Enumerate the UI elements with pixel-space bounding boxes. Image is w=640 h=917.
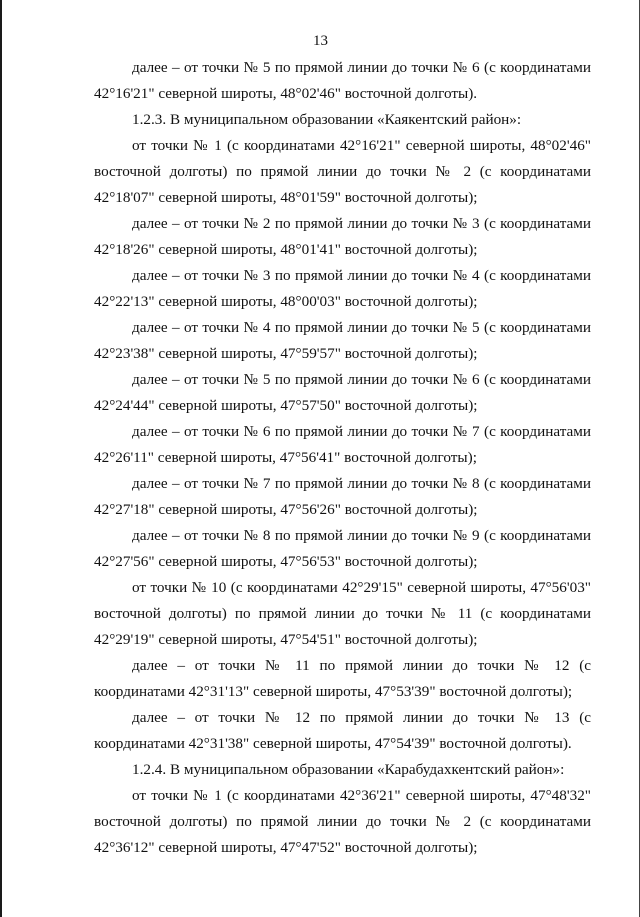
- paragraph: далее – от точки № 7 по прямой линии до точки № 8 (с координатами 42°27'18" северной широты, 47°56'26" восточной долготы);: [94, 475, 591, 518]
- paragraph: от точки № 10 (с координатами 42°29'15" северной широты, 47°56'03" восточной долготы) по прямой линии до точки № 11 (с координатами 42°29'19" северной широты, 47°54'51" восточной долготы);: [94, 579, 591, 648]
- section-heading: 1.2.3. В муниципальном образовании «Каякентский район»:: [132, 111, 522, 128]
- paragraph: далее – от точки № 5 по прямой линии до точки № 6 (с координатами 42°16'21" северной широты, 48°02'46" восточной долготы).: [94, 59, 591, 102]
- document-body: [94, 55, 591, 861]
- paragraph: далее – от точки № 4 по прямой линии до точки № 5 (с координатами 42°23'38" северной широты, 47°59'57" восточной долготы);: [94, 319, 591, 362]
- paragraph: далее – от точки № 3 по прямой линии до точки № 4 (с координатами 42°22'13" северной широты, 48°00'03" восточной долготы);: [94, 267, 591, 310]
- paragraph: далее – от точки № 2 по прямой линии до точки № 3 (с координатами 42°18'26" северной широты, 48°01'41" восточной долготы);: [94, 215, 591, 258]
- paragraph: далее – от точки № 11 по прямой линии до точки № 12 (с координатами 42°31'13" северной широты, 47°53'39" восточной долготы);: [94, 657, 591, 700]
- paragraph: далее – от точки № 12 по прямой линии до точки № 13 (с координатами 42°31'38" северной широты, 47°54'39" восточной долготы).: [94, 709, 591, 752]
- paragraph: от точки № 1 (с координатами 42°36'21" северной широты, 47°48'32" восточной долготы) по прямой линии до точки № 2 (с координатами 42°36'12" северной широты, 47°47'52" восточной долготы);: [94, 787, 591, 856]
- paragraph: далее – от точки № 5 по прямой линии до точки № 6 (с координатами 42°24'44" северной широты, 47°57'50" восточной долготы);: [94, 371, 591, 414]
- paragraph: далее – от точки № 8 по прямой линии до точки № 9 (с координатами 42°27'56" северной широты, 47°56'53" восточной долготы);: [94, 527, 591, 570]
- section-heading: 1.2.4. В муниципальном образовании «Карабудахкентский район»:: [132, 761, 565, 778]
- paragraph: далее – от точки № 6 по прямой линии до точки № 7 (с координатами 42°26'11" северной широты, 47°56'41" восточной долготы);: [94, 423, 591, 466]
- paragraph: от точки № 1 (с координатами 42°16'21" северной широты, 48°02'46" восточной долготы) по прямой линии до точки № 2 (с координатами 42°18'07" северной широты, 48°01'59" восточной долготы);: [94, 137, 591, 206]
- page-number: 13: [313, 33, 328, 49]
